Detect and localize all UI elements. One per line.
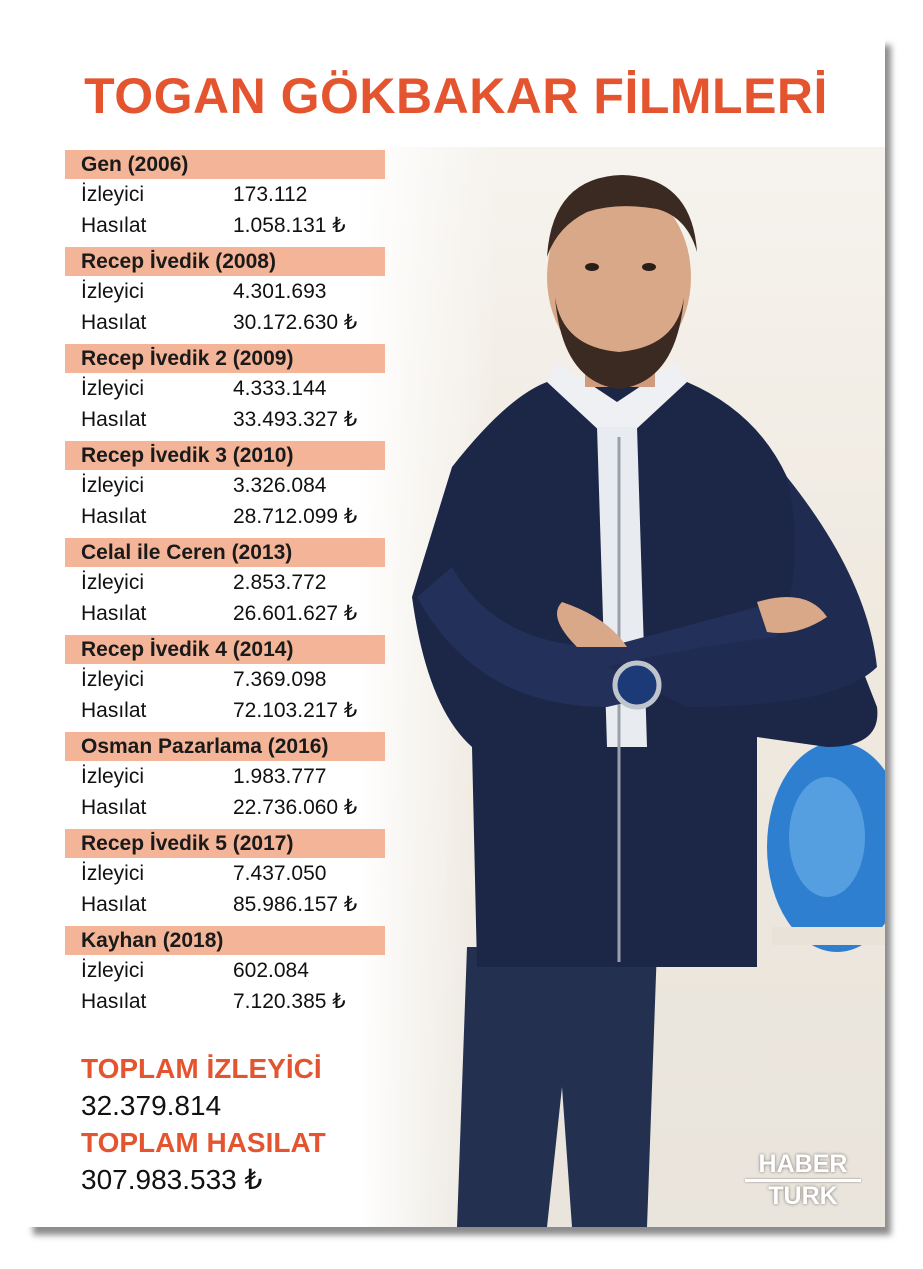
viewers-row xyxy=(65,567,395,598)
film-block xyxy=(65,247,395,344)
viewers-value: 1.983.777 xyxy=(233,765,327,788)
revenue-row xyxy=(65,695,395,726)
revenue-value: 72.103.217 ₺ xyxy=(233,699,358,722)
viewers-label: İzleyici xyxy=(81,571,145,594)
film-block xyxy=(65,150,395,247)
revenue-row xyxy=(65,598,395,629)
total-viewers-value: 32.379.814 xyxy=(81,1090,222,1121)
film-title: Gen (2006) xyxy=(65,150,385,179)
viewers-row xyxy=(65,955,395,986)
revenue-label: Hasılat xyxy=(81,602,147,625)
film-title: Osman Pazarlama (2016) xyxy=(65,732,385,761)
revenue-value: 22.736.060 ₺ xyxy=(233,796,358,819)
viewers-value: 173.112 xyxy=(233,183,308,206)
viewers-row xyxy=(65,276,395,307)
film-block xyxy=(65,344,395,441)
viewers-row xyxy=(65,664,395,695)
watch-icon xyxy=(615,663,659,707)
revenue-row xyxy=(65,404,395,435)
revenue-label: Hasılat xyxy=(81,505,147,528)
viewers-value: 4.301.693 xyxy=(233,280,327,303)
revenue-label: Hasılat xyxy=(81,893,147,916)
viewers-label: İzleyici xyxy=(81,959,145,982)
total-viewers-label: TOPLAM İZLEYİCİ xyxy=(81,1053,322,1084)
revenue-label: Hasılat xyxy=(81,796,147,819)
film-block xyxy=(65,441,395,538)
film-title: Recep İvedik (2008) xyxy=(65,247,385,276)
film-list xyxy=(65,150,395,1017)
film-block xyxy=(65,538,395,635)
film-title: Kayhan (2018) xyxy=(65,926,385,955)
revenue-value: 28.712.099 ₺ xyxy=(233,505,358,528)
page-title: TOGAN GÖKBAKAR FİLMLERİ xyxy=(84,68,828,124)
viewers-label: İzleyici xyxy=(81,280,145,303)
revenue-value: 7.120.385 ₺ xyxy=(233,990,346,1013)
revenue-label: Hasılat xyxy=(81,311,147,334)
viewers-row xyxy=(65,858,395,889)
person-photo xyxy=(357,147,885,1227)
film-block xyxy=(65,926,395,1017)
viewers-value: 7.437.050 xyxy=(233,862,327,885)
total-revenue-label: TOPLAM HASILAT xyxy=(81,1127,326,1158)
total-revenue-value: 307.983.533 ₺ xyxy=(81,1164,263,1195)
viewers-label: İzleyici xyxy=(81,765,145,788)
film-block xyxy=(65,829,395,926)
viewers-label: İzleyici xyxy=(81,862,145,885)
viewers-row xyxy=(65,470,395,501)
infographic-card xyxy=(27,37,885,1227)
film-block xyxy=(65,732,395,829)
film-title: Recep İvedik 3 (2010) xyxy=(65,441,385,470)
totals-section xyxy=(81,1051,411,1199)
viewers-row xyxy=(65,761,395,792)
logo-line-2: TURK xyxy=(768,1182,838,1210)
revenue-row xyxy=(65,210,395,241)
revenue-row xyxy=(65,986,395,1017)
viewers-value: 602.084 xyxy=(233,959,309,982)
revenue-row xyxy=(65,889,395,920)
revenue-value: 33.493.327 ₺ xyxy=(233,408,358,431)
film-title: Recep İvedik 2 (2009) xyxy=(65,344,385,373)
viewers-label: İzleyici xyxy=(81,183,145,206)
revenue-row xyxy=(65,792,395,823)
viewers-row xyxy=(65,373,395,404)
viewers-row xyxy=(65,179,395,210)
film-title: Recep İvedik 4 (2014) xyxy=(65,635,385,664)
revenue-row xyxy=(65,501,395,532)
haberturk-logo xyxy=(745,1152,861,1208)
revenue-value: 30.172.630 ₺ xyxy=(233,311,358,334)
viewers-value: 3.326.084 xyxy=(233,474,327,497)
viewers-label: İzleyici xyxy=(81,377,145,400)
film-title: Celal ile Ceren (2013) xyxy=(65,538,385,567)
revenue-label: Hasılat xyxy=(81,408,147,431)
revenue-row xyxy=(65,307,395,338)
viewers-value: 4.333.144 xyxy=(233,377,327,400)
viewers-value: 2.853.772 xyxy=(233,571,327,594)
viewers-label: İzleyici xyxy=(81,474,145,497)
logo-line-1: HABER xyxy=(758,1150,848,1178)
revenue-label: Hasılat xyxy=(81,214,147,237)
viewers-label: İzleyici xyxy=(81,668,145,691)
film-title: Recep İvedik 5 (2017) xyxy=(65,829,385,858)
viewers-value: 7.369.098 xyxy=(233,668,327,691)
revenue-label: Hasılat xyxy=(81,699,147,722)
revenue-value: 26.601.627 ₺ xyxy=(233,602,358,625)
revenue-value: 1.058.131 ₺ xyxy=(233,214,346,237)
revenue-value: 85.986.157 ₺ xyxy=(233,893,358,916)
revenue-label: Hasılat xyxy=(81,990,147,1013)
film-block xyxy=(65,635,395,732)
